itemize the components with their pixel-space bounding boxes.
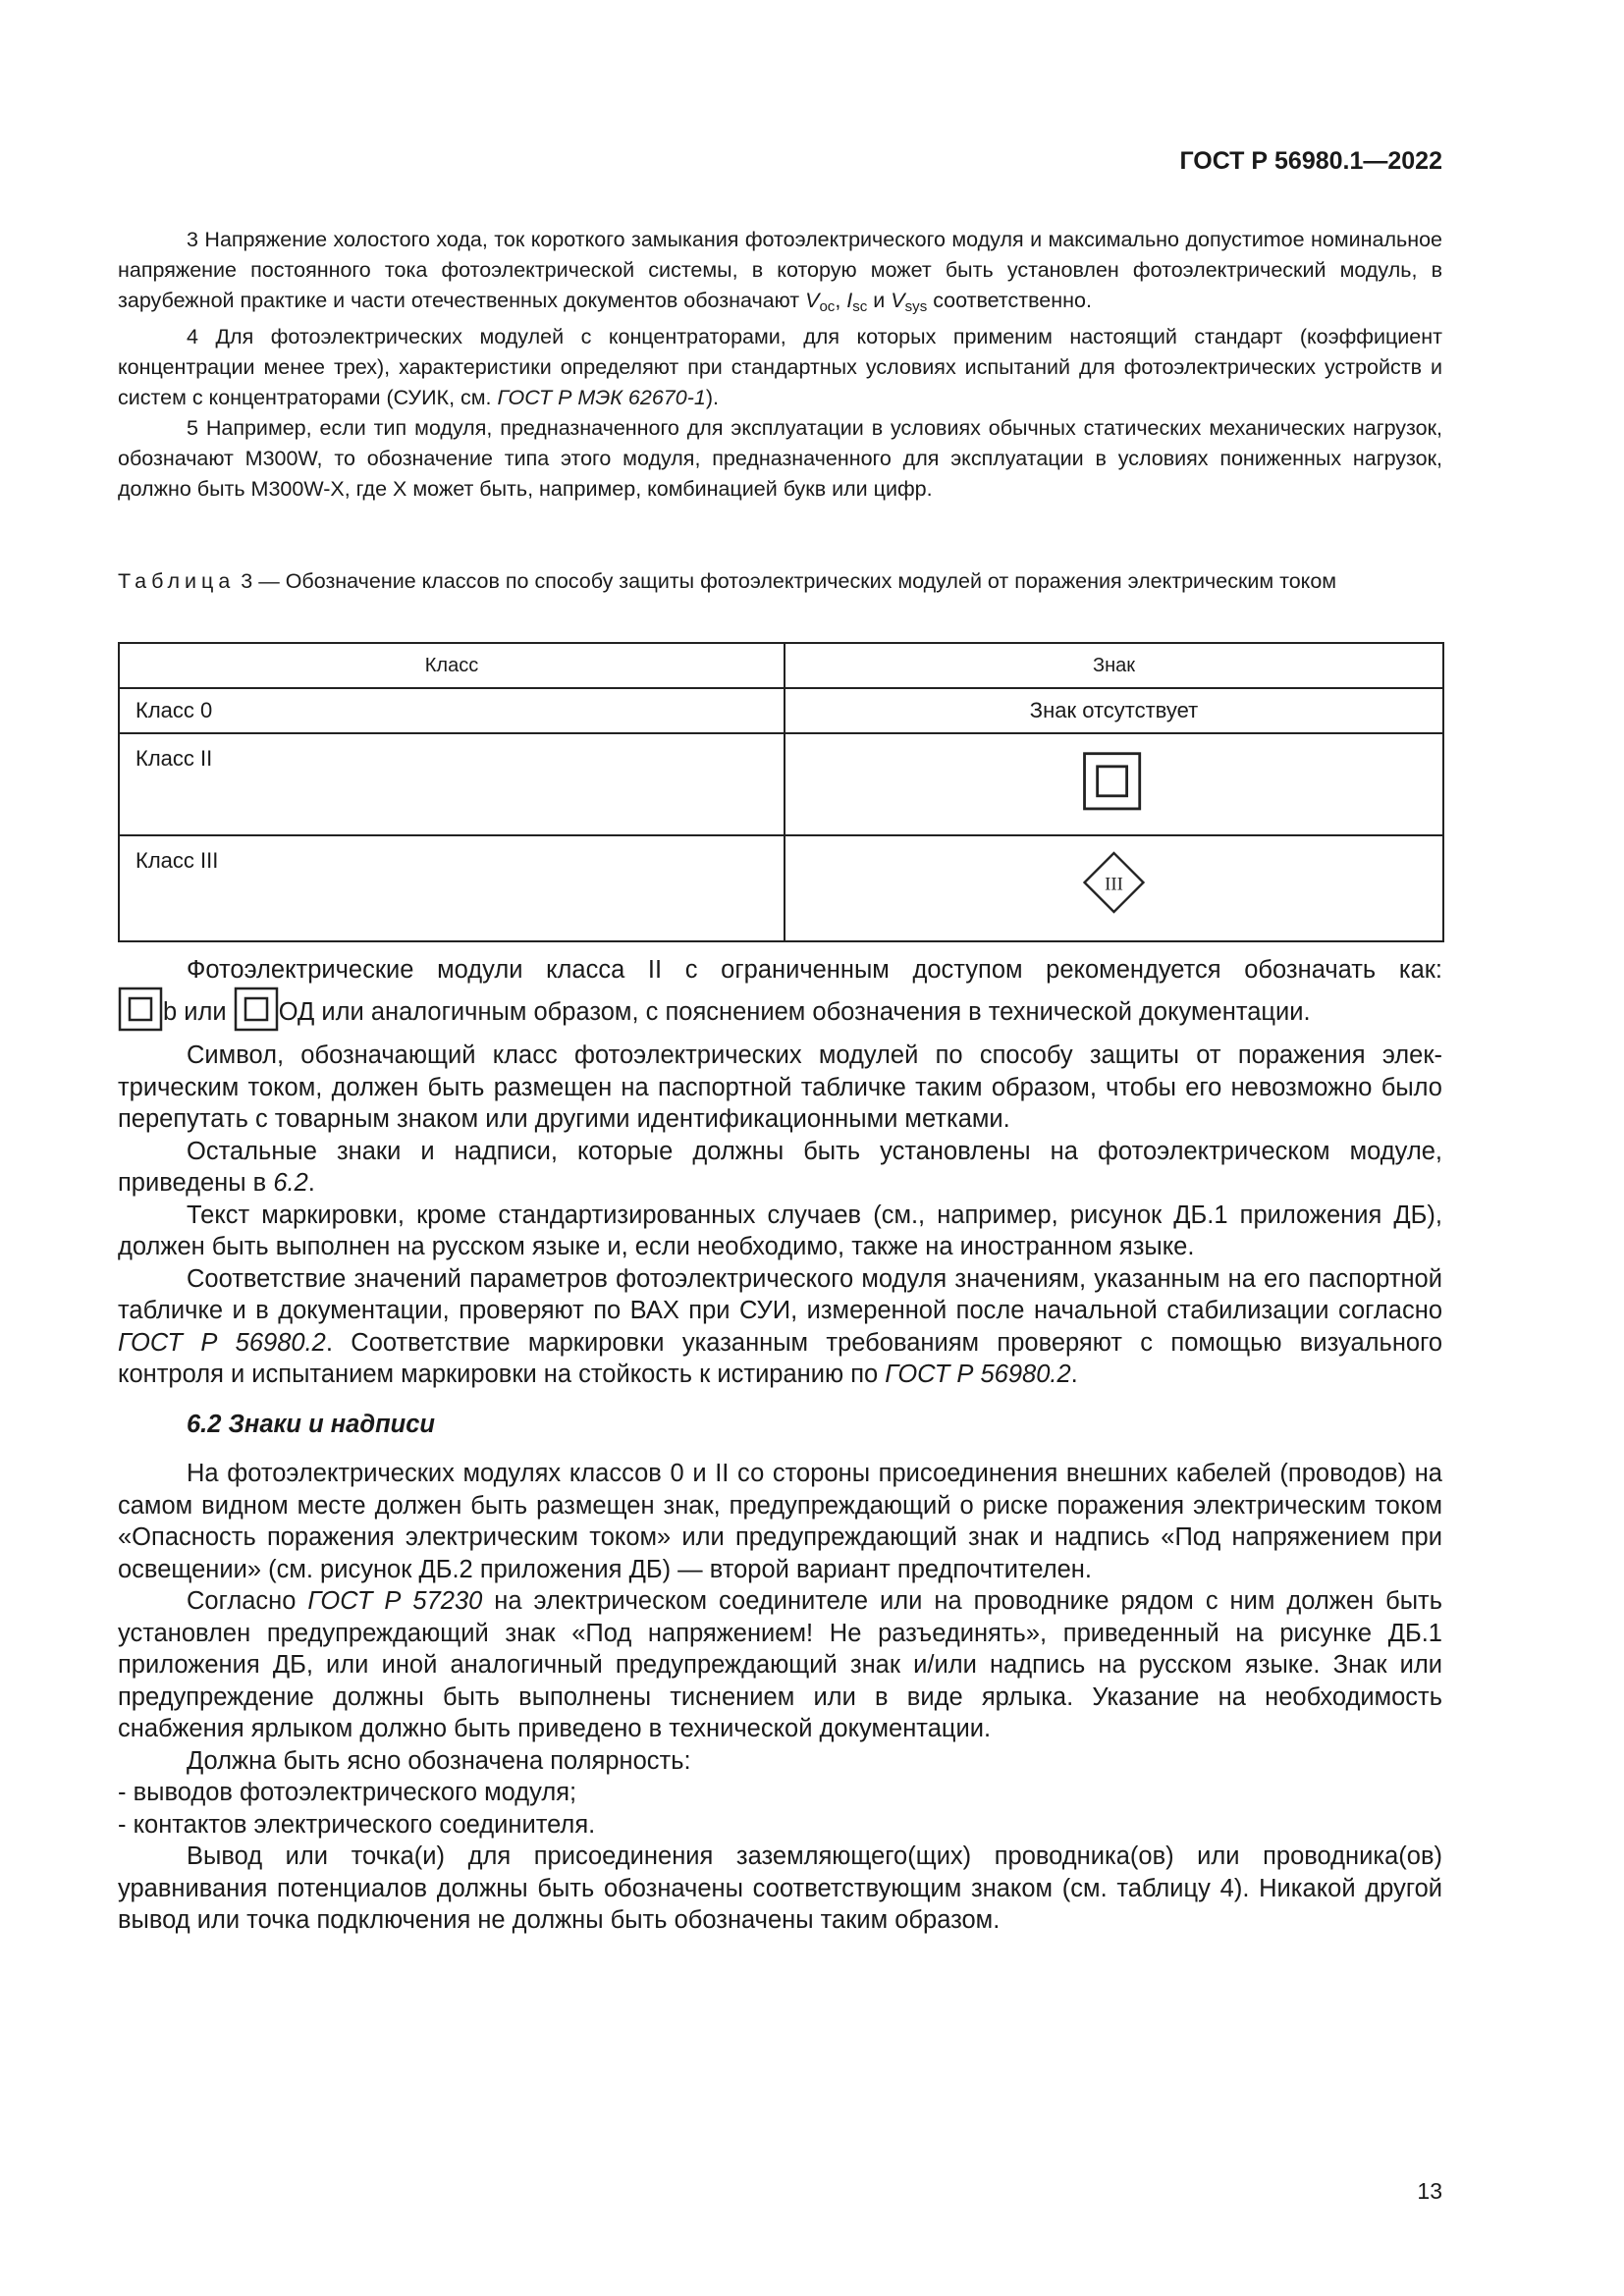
page-number: 13 — [1417, 2178, 1442, 2204]
paragraph-class-ii-marking: Фотоэлектрические модули класса II с ограниченным доступом рекомендуется обозначать как: — [187, 956, 1442, 984]
table-header-row — [119, 643, 1443, 688]
roman-three-label: III — [1105, 874, 1123, 895]
note-3: 3 Напряжение холостого хода, ток короткого замыкания фотоэлектрического модуля и максимально допустиmое номинальное напряжение постоянного тока фотоэлектрической системы, в которую может быть установлен фотоэлектрический модуль, в зарубежной практике и части отечественных документов обозначают $V_{oc}$, $I_{sc}$ и $V_{sys}$ соответственно. — [118, 228, 1442, 315]
table-row — [119, 688, 1443, 733]
cell-class: Класс II — [119, 733, 785, 835]
table-row — [119, 733, 1443, 835]
paragraph-other-signs: Остальные знаки и надписи, которые должны быть установлены на фотоэлектрическом модуле, приведены в 6.2. — [118, 1137, 1442, 1197]
table-row — [119, 835, 1443, 941]
double-square-icon — [801, 734, 1427, 823]
paragraph-warning-sign: На фотоэлектрических модулях классов 0 и II со стороны присоединения внешних кабелей (проводов) на самом видном месте должен быть размещен знак, предупреждающий о риске поражения электрическим током «Опасность поражения электрическим током» или предупреждающий знак и надпись «Под напряжением при освещении» (см. рисунок ДБ.2 приложения ДБ) — второй вариант предпочтителен. — [118, 1460, 1442, 1583]
paragraph-grounding: Вывод или точка(и) для присоединения заземляющего(щих) проводника(ов) или проводника(ов) уравнивания потенциалов должны быть обозначены соответствующим знаком (см. таблицу 4). Никакой другой вывод или точка подключения не должны быть обозначены таким образом. — [118, 1842, 1442, 1934]
table-caption: Таблица 3 — Обозначение классов по способу защиты фотоэлектрических модулей от поражения электрическим током — [118, 569, 1337, 593]
diamond-roman-three-icon — [801, 836, 1427, 929]
cell-sign: Знак отсутствует — [785, 688, 1443, 733]
header-sign: Знак — [785, 643, 1443, 688]
paragraph-marking-language: Текст маркировки, кроме стандартизированных случаев (см., например, рисунок ДБ.1 приложения ДБ), должен быть выполнен на русском языке и, если необходимо, также на иностранном языке. — [118, 1201, 1442, 1260]
section-title: 6.2 Знаки и надписи — [187, 1410, 436, 1438]
double-square-b-icon — [118, 987, 163, 1041]
paragraph-class-ii-symbols: b или ОД или аналогичным образом, с пояснением обозначения в технической документации. — [118, 987, 1442, 1041]
list-item: - контактов электрического соединителя. — [118, 1810, 596, 1839]
paragraph-parameter-verification: Соответствие значений параметров фотоэлектрического модуля значениям, указанным на его паспортной табличке и в документации, проверяют по ВАХ при СУИ, измеренной после начальной стабилизации согласно ГОСТ Р 56980.2. Соответствие маркировки указанным требованиям проверяют с помощью визуального контроля и испытанием маркировки на стойкость к истиранию по ГОСТ Р 56980.2. — [118, 1264, 1443, 1388]
cell-class: Класс 0 — [119, 688, 785, 733]
notes-block — [118, 225, 1442, 505]
document-id-header: ГОСТ Р 56980.1—2022 — [1179, 147, 1442, 175]
class-table — [118, 642, 1444, 942]
body-text — [118, 954, 1442, 1937]
cell-sign — [785, 835, 1443, 941]
paragraph-connector-warning: Согласно ГОСТ Р 57230 на электрическом соединителе или на проводнике рядом с ним должен быть установлен предупреждающий знак «Под напряжением! Не разъединять», приведенный на рисунке ДБ.1 приложения ДБ, или иной аналогичный предупреждающий знак и/или надпись на русском языке. Знак или предупреждение должны быть выполнены тиснением или в виде ярлыка. Указание на необходимость снабжения ярлыком должно быть приведено в технической документации. — [118, 1587, 1442, 1742]
paragraph-polarity: Должна быть ясно обозначена полярность: — [187, 1746, 691, 1775]
list-item: - выводов фотоэлектрического модуля; — [118, 1779, 577, 1806]
double-square-od-icon — [234, 987, 279, 1041]
cell-class: Класс III — [119, 835, 785, 941]
note-4: 4 Для фотоэлектрических модулей с концентраторами, для которых применим настоящий стандарт (коэффициент концентрации менее трех), характеристики определяют при стандартных условиях испытаний для фотоэлектрических устройств и систем с концентраторами (СУИК, см. ГОСТ Р МЭК 62670-1). — [118, 325, 1442, 409]
note-5: 5 Например, если тип модуля, предназначенного для эксплуатации в условиях обычных статических механических нагрузок, обозначают M300W, то обозначение типа этого модуля, предназначенного для эксплуатации в условиях пониженных нагрузок, должно быть M300W-X, где X может быть, например, комбинацией букв или цифр. — [118, 416, 1442, 501]
cell-sign — [785, 733, 1443, 835]
paragraph-symbol-placement: Символ, обозначающий класс фотоэлектрических модулей по способу защиты от поражения электрическим током, должен быть размещен на паспортной табличке таким образом, чтобы его невозможно было перепутать с товарным знаком или другими идентификационными метками. — [118, 1041, 1442, 1133]
header-class: Класс — [119, 643, 785, 688]
